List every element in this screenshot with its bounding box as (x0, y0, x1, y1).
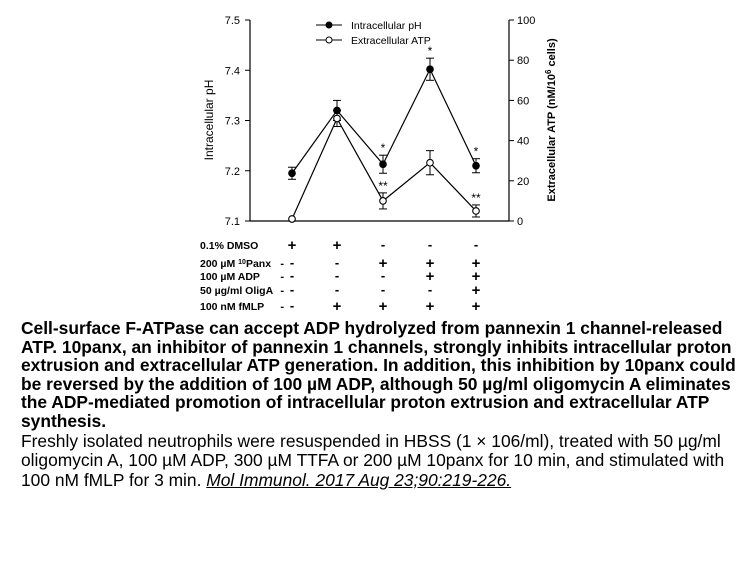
treatment-sign-minus: - (334, 255, 340, 270)
treatment-separator: - (280, 301, 284, 313)
treatment-sign-minus: - (289, 255, 295, 270)
data-point-open (289, 216, 296, 223)
left-y-tick-label: 7.5 (224, 15, 240, 27)
right-y-tick-label: 60 (517, 95, 530, 108)
data-point-filled (427, 66, 434, 73)
data-point-open (380, 198, 387, 205)
caption-title: Cell-surface F-ATPase can accept ADP hydrolyzed from pannexin 1 channel-released ATP. 10panx, an inhibitor of pannexin 1 channels, strongly inhibits intracellular proton extrusion and extracellular ATP generation. In addition, this inhibition by 10panx could be reversed by the addition of 100 µM ADP, although 50 µg/ml oligomycin A eliminates the ADP-mediated promotion of intracellular proton extrusion and extracellular ATP synthesis. (21, 318, 736, 431)
data-point-filled (473, 162, 480, 169)
citation-link[interactable]: Mol Immunol. 2017 Aug 23;90:219-226. (206, 469, 512, 490)
treatment-sign-minus: - (427, 237, 433, 252)
treatment-sign-plus: + (425, 255, 435, 272)
right-y-axis-label: Extracellular ATP ($nM/10^6$ cells) (543, 38, 558, 202)
treatment-label: 50 µg/ml OligA (200, 285, 274, 297)
treatment-label: 0.1% DMSO (200, 240, 259, 252)
treatment-sign-plus: + (287, 237, 297, 254)
treatment-sign-minus: - (334, 282, 340, 297)
data-point-open (334, 115, 341, 122)
significance-marker: * (427, 44, 433, 59)
treatment-label: 100 nM fMLP (200, 301, 265, 313)
significance-marker: * (380, 141, 386, 156)
treatment-sign-minus: - (380, 268, 386, 283)
significance-marker: * (473, 144, 479, 159)
treatment-sign-plus: + (378, 255, 388, 272)
right-y-tick-label: 20 (517, 175, 530, 188)
treatment-sign-plus: + (471, 268, 481, 285)
treatment-sign-minus: - (289, 282, 295, 297)
right-y-tick-label: 100 (517, 15, 536, 27)
figure-caption (21, 319, 749, 490)
treatment-separator: - (280, 271, 284, 283)
treatment-sign-minus: - (427, 282, 433, 297)
treatment-sign-plus: + (471, 298, 481, 315)
right-y-tick-label: 0 (517, 216, 524, 228)
treatment-sign-minus: - (289, 268, 295, 283)
treatment-sign-plus: + (425, 298, 435, 315)
treatment-separator: - (280, 258, 284, 270)
right-y-tick-label: 80 (517, 55, 530, 68)
treatment-sign-plus: + (378, 298, 388, 315)
caption-body (21, 432, 749, 491)
caption-body-text: Freshly isolated neutrophils were resuspended in HBSS (1 × 106/ml), treated with 50 µg/ml oligomycin A, 100 µM ADP, 300 µM TTFA or 200 µM 10panx for 10 min, and stimulated with 100 nM fMLP for 3 min. (21, 430, 725, 490)
treatment-sign-plus: + (332, 298, 342, 315)
left-y-tick-label: 7.2 (224, 165, 240, 178)
treatment-sign-plus: + (471, 282, 481, 299)
data-point-open (473, 208, 480, 215)
significance-marker: ** (378, 178, 388, 193)
significance-marker: ** (471, 190, 481, 205)
legend-marker-filled (326, 22, 332, 28)
treatment-label: 100 µM ADP (200, 271, 260, 283)
right-y-tick-label: 40 (517, 135, 530, 148)
treatment-sign-minus: - (289, 298, 295, 313)
left-y-tick-label: 7.4 (224, 65, 240, 78)
left-y-tick-label: 7.3 (224, 115, 240, 128)
legend-label: Extracellular ATP (351, 35, 431, 47)
treatment-label: 200 µM $^{10}$Panx (200, 258, 272, 270)
legend-marker-open (326, 37, 332, 43)
treatment-sign-plus: + (471, 255, 481, 272)
treatment-sign-plus: + (332, 237, 342, 254)
data-point-open (427, 159, 434, 166)
treatment-sign-minus: - (473, 237, 479, 252)
legend-label: Intracellular pH (351, 20, 422, 32)
treatment-sign-plus: + (425, 268, 435, 285)
treatment-sign-minus: - (334, 268, 340, 283)
data-point-filled (289, 170, 296, 177)
data-point-filled (380, 161, 387, 168)
left-y-tick-label: 7.1 (224, 216, 240, 228)
treatment-separator: - (280, 285, 284, 297)
left-y-axis-label: Intracellular pH (202, 79, 216, 161)
treatment-sign-minus: - (380, 282, 386, 297)
treatment-sign-minus: - (380, 237, 386, 252)
